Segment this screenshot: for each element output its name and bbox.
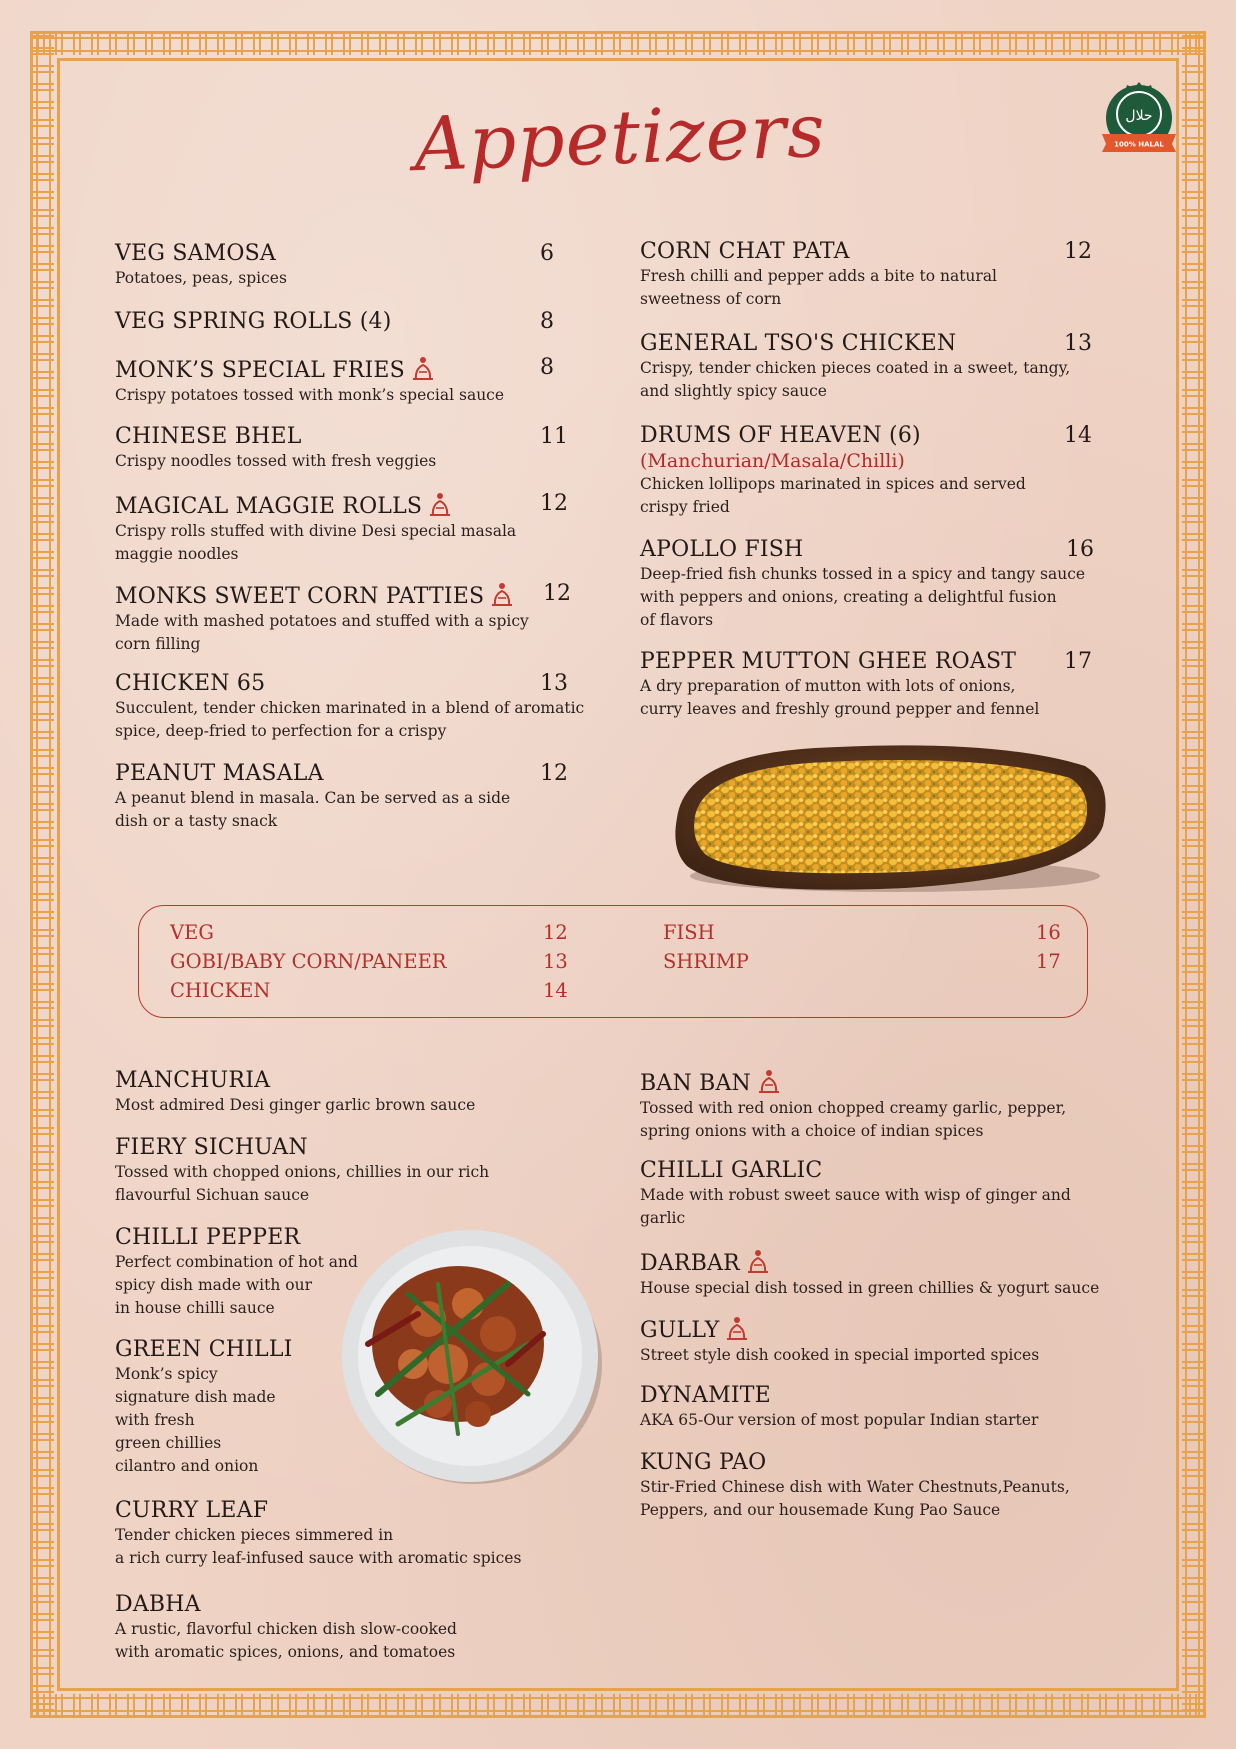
menu-item (640, 239, 997, 311)
item-desc: dish or a tasty snack (115, 812, 278, 830)
item-name: CURRY LEAF (115, 1498, 269, 1523)
item-name: CHICKEN 65 (115, 671, 266, 696)
item-name: APOLLO FISH (640, 537, 804, 562)
sauce-price-label: FISH (663, 921, 715, 944)
greek-key-border-bottom (33, 1694, 1203, 1715)
item-desc: spicy dish made with our (115, 1276, 312, 1294)
sauce-price-label: SHRIMP (663, 950, 749, 973)
item-name: DYNAMITE (640, 1383, 771, 1408)
page-title: Appetizers (412, 87, 828, 189)
monk-special-icon (490, 581, 514, 607)
sauce-price-value: 16 (1036, 921, 1061, 944)
sauce-price-value: 12 (543, 921, 568, 944)
item-desc: Monk’s spicy (115, 1365, 218, 1383)
sauce-item (115, 1498, 521, 1570)
sauce-item (115, 1592, 457, 1664)
item-desc: Tossed with chopped onions, chillies in our rich (115, 1163, 490, 1181)
item-name: CHILLI PEPPER (115, 1225, 301, 1250)
item-name: FIERY SICHUAN (115, 1135, 308, 1160)
item-price: 8 (540, 309, 554, 334)
menu-item (640, 331, 1070, 403)
greek-key-border-left (33, 34, 54, 1715)
monk-special-icon (757, 1068, 781, 1094)
item-desc: Street style dish cooked in special imported spices (640, 1346, 1040, 1364)
item-desc: corn filling (115, 635, 201, 653)
item-name: MAGICAL MAGGIE ROLLS (115, 494, 423, 519)
item-price: 14 (1064, 423, 1092, 448)
item-name: GULLY (640, 1318, 720, 1343)
item-name: DARBAR (640, 1251, 740, 1276)
item-desc: curry leaves and freshly ground pepper and fennel (640, 700, 1040, 718)
sauce-price-value: 17 (1036, 950, 1061, 973)
item-name: MONKS SWEET CORN PATTIES (115, 584, 485, 609)
item-name: GREEN CHILLI (115, 1337, 293, 1362)
item-name: MANCHURIA (115, 1068, 271, 1093)
item-desc: garlic (640, 1209, 686, 1227)
item-desc: Crispy, tender chicken pieces coated in a sweet, tangy, (640, 359, 1071, 377)
monk-special-icon (428, 491, 452, 517)
greek-key-border-top (33, 34, 1203, 55)
sauce-item (115, 1068, 475, 1117)
menu-item (115, 671, 584, 743)
sauce-item (115, 1337, 293, 1478)
item-price: 16 (1066, 537, 1094, 562)
item-name: VEG SPRING ROLLS (4) (115, 309, 392, 334)
menu-item (115, 761, 510, 833)
monk-special-icon (725, 1315, 749, 1341)
item-desc: Tossed with red onion chopped creamy garlic, pepper, (640, 1099, 1067, 1117)
menu-item (640, 649, 1039, 721)
item-price: 12 (540, 761, 568, 786)
item-desc: spring onions with a choice of indian spices (640, 1122, 984, 1140)
item-name: BAN BAN (640, 1071, 752, 1096)
item-name: DRUMS OF HEAVEN (6) (640, 423, 921, 448)
sauce-item (640, 1450, 1070, 1522)
sauce-item (640, 1248, 1099, 1300)
menu-item (115, 241, 287, 290)
item-desc: House special dish tossed in green chillies & yogurt sauce (640, 1279, 1100, 1297)
item-name: CHINESE BHEL (115, 424, 302, 449)
item-desc: Peppers, and our housemade Kung Pao Sauce (640, 1501, 1001, 1519)
item-desc: and slightly spicy sauce (640, 382, 827, 400)
item-desc: Deep-fried fish chunks tossed in a spicy and tangy sauce (640, 565, 1086, 583)
item-desc: Made with robust sweet sauce with wisp of ginger and (640, 1186, 1071, 1204)
item-desc: Succulent, tender chicken marinated in a blend of aromatic (115, 699, 585, 717)
item-desc: Potatoes, peas, spices (115, 269, 287, 287)
item-desc: Crispy rolls stuffed with divine Desi special masala (115, 522, 517, 540)
item-desc: Most admired Desi ginger garlic brown sauce (115, 1096, 476, 1114)
item-name: PEPPER MUTTON GHEE ROAST (640, 649, 1017, 674)
item-variants: (Manchurian/Masala/Chilli) (640, 450, 905, 472)
item-price: 11 (540, 424, 568, 449)
item-desc: cilantro and onion (115, 1457, 259, 1475)
item-desc: of flavors (640, 611, 714, 629)
monk-special-icon (746, 1248, 770, 1274)
sauce-price-value: 14 (543, 979, 568, 1002)
sauce-item (640, 1315, 1039, 1367)
menu-item (640, 537, 1085, 632)
sauce-price-label: VEG (170, 921, 214, 944)
item-desc: with peppers and onions, creating a delightful fusion (640, 588, 1057, 606)
chilli-chicken-dish-image (338, 1224, 606, 1488)
item-desc: signature dish made (115, 1388, 276, 1406)
item-desc: spice, deep-fried to perfection for a crispy (115, 722, 447, 740)
menu-item (115, 424, 436, 473)
item-desc: Perfect combination of hot and (115, 1253, 358, 1271)
item-desc: Chicken lollipops marinated in spices and served (640, 475, 1026, 493)
halal-glyph: حلال (1125, 108, 1153, 124)
item-desc: A dry preparation of mutton with lots of onions, (640, 677, 1016, 695)
item-name: MONK’S SPECIAL FRIES (115, 358, 405, 383)
corn-dish-image (665, 738, 1110, 898)
item-desc: Crispy noodles tossed with fresh veggies (115, 452, 437, 470)
item-name: VEG SAMOSA (115, 241, 276, 266)
item-desc: Fresh chilli and pepper adds a bite to natural (640, 267, 998, 285)
item-desc: with aromatic spices, onions, and tomatoes (115, 1643, 456, 1661)
sauce-item (640, 1068, 1066, 1143)
item-desc: A peanut blend in masala. Can be served as a side (115, 789, 511, 807)
item-desc: Tender chicken pieces simmered in (115, 1526, 394, 1544)
item-desc: Stir-Fried Chinese dish with Water Chestnuts,Peanuts, (640, 1478, 1070, 1496)
item-desc: A rustic, flavorful chicken dish slow-cooked (115, 1620, 457, 1638)
item-name: CORN CHAT PATA (640, 239, 850, 264)
menu-item (640, 423, 1026, 519)
item-desc: maggie noodles (115, 545, 239, 563)
item-desc: crispy fried (640, 498, 730, 516)
item-desc: in house chilli sauce (115, 1299, 275, 1317)
halal-badge-icon (1098, 82, 1180, 164)
item-desc: flavourful Sichuan sauce (115, 1186, 310, 1204)
item-name: KUNG PAO (640, 1450, 767, 1475)
item-desc: Crispy potatoes tossed with monk’s special sauce (115, 386, 505, 404)
menu-item (115, 355, 504, 407)
sauce-item (115, 1135, 489, 1207)
item-price: 8 (540, 355, 554, 380)
item-desc: Made with mashed potatoes and stuffed with a spicy (115, 612, 529, 630)
sauce-item (115, 1225, 358, 1320)
item-desc: with fresh (115, 1411, 195, 1429)
item-name: GENERAL TSO'S CHICKEN (640, 331, 957, 356)
item-price: 12 (1064, 239, 1092, 264)
menu-item (115, 491, 516, 566)
item-price: 12 (540, 491, 568, 516)
item-desc: AKA 65-Our version of most popular Indian starter (640, 1411, 1039, 1429)
item-desc: sweetness of corn (640, 290, 782, 308)
item-price: 13 (1064, 331, 1092, 356)
greek-key-border-right (1182, 34, 1203, 1715)
item-desc: a rich curry leaf-infused sauce with aromatic spices (115, 1549, 522, 1567)
item-price: 12 (543, 581, 571, 606)
menu-item (115, 309, 392, 335)
sauce-item (640, 1158, 1071, 1230)
sauce-price-value: 13 (543, 950, 568, 973)
halal-badge-text: 100% HALAL (1114, 140, 1164, 149)
item-price: 17 (1064, 649, 1092, 674)
item-price: 6 (540, 241, 554, 266)
sauce-price-label: GOBI/BABY CORN/PANEER (170, 950, 447, 973)
menu-item (115, 581, 529, 656)
monk-special-icon (411, 355, 435, 381)
item-name: CHILLI GARLIC (640, 1158, 823, 1183)
sauce-item (640, 1383, 1038, 1432)
item-desc: green chillies (115, 1434, 222, 1452)
sauce-price-label: CHICKEN (170, 979, 271, 1002)
item-name: PEANUT MASALA (115, 761, 324, 786)
item-name: DABHA (115, 1592, 201, 1617)
item-price: 13 (540, 671, 568, 696)
